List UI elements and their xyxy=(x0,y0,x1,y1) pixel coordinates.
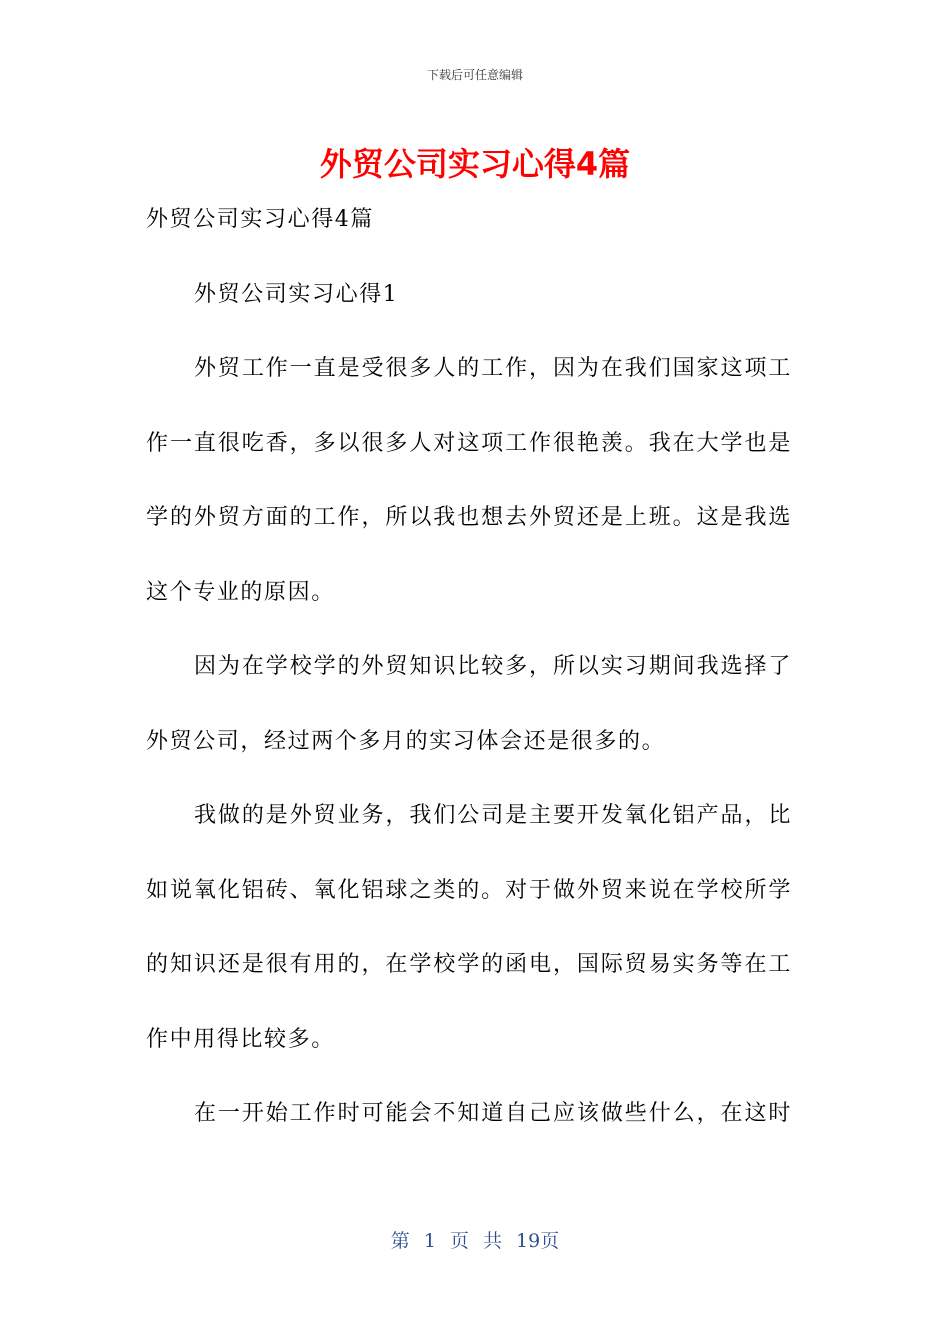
header-note: 下载后可任意编辑 xyxy=(426,68,523,82)
body-line: 这个专业的原因。 xyxy=(146,579,335,605)
body-line: 在一开始工作时可能会不知道自己应该做些什么，在这时 xyxy=(194,1101,792,1126)
body-line-subtitle: 外贸公司实习心得4篇 xyxy=(146,207,374,232)
body-line: 学的外贸方面的工作，所以我也想去外贸还是上班。这是我选 xyxy=(146,505,792,530)
body-line: 我做的是外贸业务，我们公司是主要开发氧化铝产品，比 xyxy=(194,803,792,828)
body-line: 作一直很吃香，多以很多人对这项工作很艳羡。我在大学也是 xyxy=(146,430,792,456)
body-line: 外贸公司，经过两个多月的实习体会还是很多的。 xyxy=(146,728,666,754)
body-line: 作中用得比较多。 xyxy=(146,1026,335,1052)
body-line: 的知识还是很有用的，在学校学的函电，国际贸易实务等在工 xyxy=(146,952,792,977)
body-line: 因为在学校学的外贸知识比较多，所以实习期间我选择了 xyxy=(194,654,792,679)
body-line-section-heading: 外贸公司实习心得1 xyxy=(194,281,399,307)
body-line: 外贸工作一直是受很多人的工作，因为在我们国家这项工 xyxy=(194,356,792,381)
document-body xyxy=(146,195,792,1164)
body-line: 如说氧化铝砖、氧化铝球之类的。对于做外贸来说在学校所学 xyxy=(146,877,792,903)
page-number-footer: 第 1 页 共 19页 xyxy=(390,1230,560,1252)
document-title: 外贸公司实习心得4篇 xyxy=(319,145,631,183)
